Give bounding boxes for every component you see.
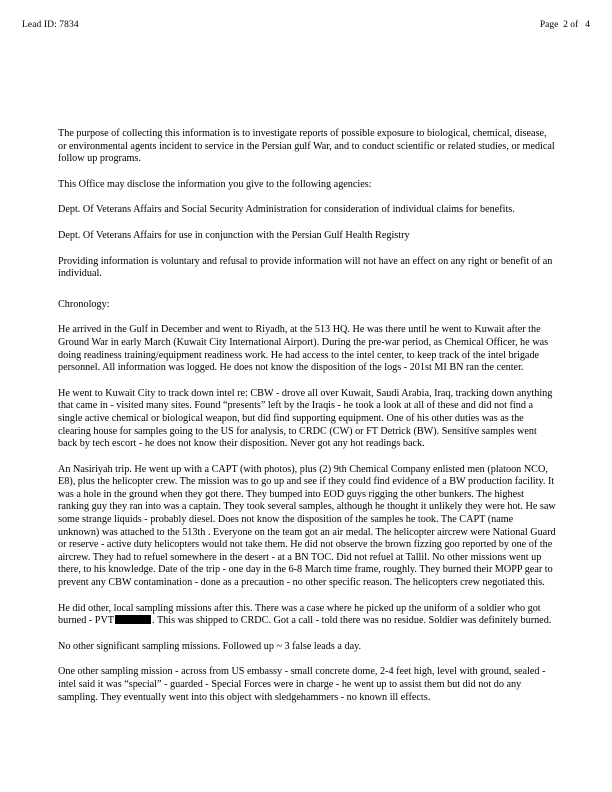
paragraph-false-leads: No other significant sampling missions. Followed up ~ 3 false leads a day.	[58, 640, 362, 652]
lead-id-label: Lead ID: 7834	[22, 20, 79, 30]
paragraph-local-sampling	[58, 603, 556, 628]
paragraph-nasiriyah: An Nasiriyah trip. He went up with a CAPT (with photos), plus (2) 9th Chemical Company enlisted men (platoon NCO, E8), plus the helicopter crew. The mission was to go up and see if they could find evidence of a BW production facility. It was a hole in the ground when they got there. They bumped into EOD guys rigging the other bunkers. The highest ranking guy they ran into was a captain. They took several samples, although he thought it unlikely they were hot. He saw some strange liquids - probably diesel. Does not know the disposition of the samples he took. The CAPT (name unknown) was attached to the 513th . Everyone on the team got an air medal. The helicopter aircrew were National Guard or reserve - active duty helicopters would not take them. He did not observe the brown fizzing goo reported by one of the aircrew. They had to refuel somewhere in the desert - at a BN TOC. Did not refuel at Tallil. No other missions went up there, to his knowledge. Date of the trip - one day in the 6-8 March time frame, roughly. They burned their MOPP gear to prevent any CBW contamination - done as a precaution - no other specific reason. The helicopters crew negotiated this.	[58, 463, 556, 589]
paragraph-voluntary: Providing information is voluntary and refusal to provide information will not have an effect on any right or benefit of an individual.	[58, 255, 553, 280]
page-indicator: Page 2 of 4	[539, 20, 590, 30]
paragraph-embassy-dome: One other sampling mission - across from US embassy - small concrete dome, 2-4 feet high, level with ground, sealed - intel said it was “special” - guarded - Special Forces were in charge - he went up to assist them but did not do any sampling. They eventually went into this object with sledgehammers - no known ill effects.	[58, 666, 546, 703]
paragraph-kuwait-city: He went to Kuwait City to track down intel re: CBW - drove all over Kuwait, Saudi Arabia, Iraq, tracking down anything that came in - visited many sites. Found “presents” left by the Iraqis - he took a look at all of these and did not find a single active chemical or biological weapon, but did find supporting equipment. One of his other duties was as the clearing house for samples going to the US for analysis, to CRDC (CW) or FT Detrick (BW). Sensitive samples went back by tech escort - he does not know their disposition. Never got any hot readings back.	[58, 387, 553, 450]
section-heading-chronology: Chronology:	[58, 298, 110, 310]
paragraph-agency-ssa: Dept. Of Veterans Affairs and Social Security Administration for consideration of individual claims for benefits.	[58, 204, 515, 216]
document-body	[58, 128, 556, 704]
local-sampling-text-part2: . This was shipped to CRDC. Got a call - told there was no residue. Soldier was definitely burned.	[152, 615, 552, 627]
local-sampling-text-part1: He did other, local sampling missions after this. There was a case where he picked up the uniform of a soldier who got burned -	[58, 602, 541, 627]
paragraph-purpose: The purpose of collecting this information is to investigate reports of possible exposure to biological, chemical, disease, or environmental agents incident to service in the Persian gulf War, and to conduct scientific or related studies, or medical follow up programs.	[58, 128, 555, 165]
paragraph-agency-registry: Dept. Of Veterans Affairs for use in conjunction with the Persian Gulf Health Registry	[58, 229, 410, 241]
page-header	[0, 20, 612, 36]
paragraph-disclose-intro: This Office may disclose the information you give to the following agencies:	[58, 178, 372, 190]
paragraph-arrival: He arrived in the Gulf in December and went to Riyadh, at the 513 HQ. He was there until he went to Kuwait after the Ground War in early March (Kuwait City International Airport). During the pre-war period, as Chemical Officer, he was doing readiness training/equipment readiness work. He had access to the intel center, to keep track of the intel brigade personnel. All information was logged. He does not know the disposition of the logs - 201st MI BN ran the center.	[58, 324, 549, 374]
redacted-name-prefix: PVT	[94, 615, 115, 627]
redaction-block	[115, 615, 151, 624]
